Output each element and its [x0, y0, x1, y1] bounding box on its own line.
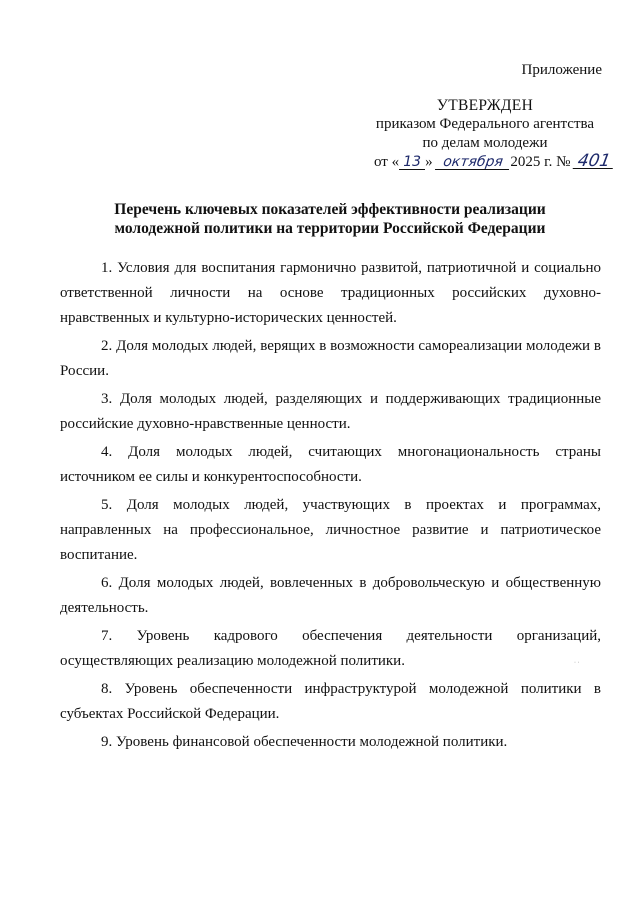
- scan-specks: · ·: [574, 660, 580, 666]
- handwritten-month: октября: [435, 155, 511, 170]
- document-title: [60, 200, 600, 238]
- list-item: 7. Уровень кадрового обеспечения деятельности организаций, осуществляющих реализацию молодежной политики.: [60, 628, 601, 669]
- approved-stamp-text: УТВЕРЖДЕН: [436, 97, 534, 114]
- order-line-1: приказом Федерального агентства: [375, 116, 595, 132]
- date-year: 2025 г. №: [510, 154, 571, 170]
- handwritten-day: 13: [399, 155, 425, 170]
- list-item: 6. Доля молодых людей, вовлеченных в добровольческую и общественную деятельность.: [60, 575, 601, 616]
- list-item: 3. Доля молодых людей, разделяющих и поддерживающих традиционные российские духовно-нравственные ценности.: [60, 391, 601, 432]
- title-line-1: Перечень ключевых показателей эффективности реализации: [114, 201, 546, 218]
- list-item: 5. Доля молодых людей, участвующих в проектах и программах, направленных на профессиональное, личностное развитие и патриотическое воспитание.: [60, 497, 601, 563]
- order-line-2: по делам молодежи: [422, 135, 548, 151]
- list-item: 4. Доля молодых людей, считающих многонациональность страны источником ее силы и конкурентоспособности.: [60, 444, 601, 485]
- list-item: 8. Уровень обеспеченности инфраструктурой молодежной политики в субъектах Российской Федерации.: [60, 681, 601, 722]
- list-item: 2. Доля молодых людей, верящих в возможности самореализации молодежи в России.: [60, 338, 601, 379]
- order-date-line: [360, 151, 613, 172]
- indicator-list: [60, 256, 601, 758]
- date-mid: »: [425, 154, 433, 170]
- appendix-label: Приложение: [521, 62, 602, 78]
- approval-block: [360, 96, 613, 172]
- title-line-2: молодежной политики на территории Российской Федерации: [114, 220, 546, 237]
- date-prefix: от «: [374, 154, 400, 170]
- list-item: 1. Условия для воспитания гармонично развитой, патриотичной и социально ответственной личности на основе традиционных российских духовно-нравственных и культурно-исторических ценностей.: [60, 260, 601, 326]
- list-item: 9. Уровень финансовой обеспеченности молодежной политики.: [101, 734, 508, 750]
- handwritten-order-number: 401: [573, 154, 616, 169]
